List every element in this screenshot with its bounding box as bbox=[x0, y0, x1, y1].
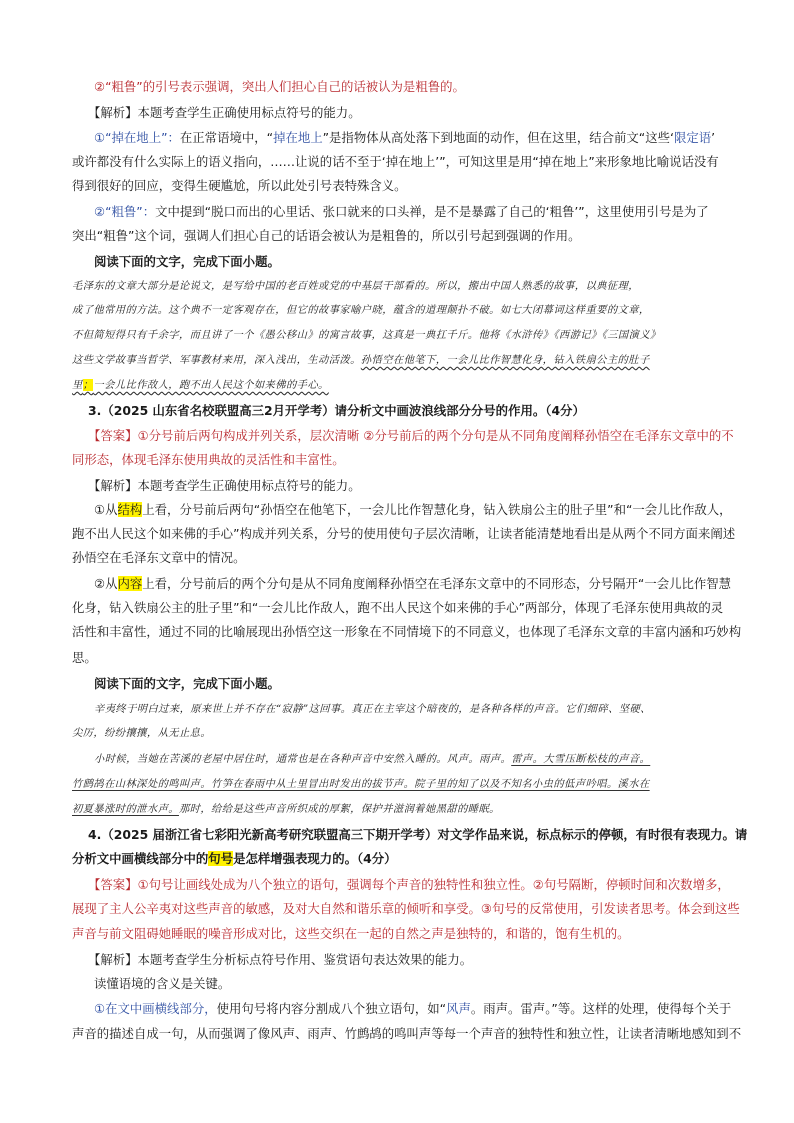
reading-heading-1: 阅读下面的文字，完成下面小题。 bbox=[94, 254, 280, 269]
passage-2-line-3: 小时候，当她在苦溪的老屋中居住时，通常也是在各种声音中安然入睡的。风声。雨声。雷声。大雪压断松枝的声音。 bbox=[94, 753, 651, 765]
answer-4-line-3: 声音与前文阻碍她睡眠的噪音形成对比，这些交织在一起的自然之声是独特的，和谐的，饱有生机的。 bbox=[72, 926, 630, 941]
analysis-3-point-2-line-2: 化身，钻入铁扇公主的肚子里”和“一会儿比作敌人，跑不出人民这个如来佛的手心”两部分，体现了毛泽东使用典故的灵 bbox=[72, 600, 724, 615]
highlight-structure: 结构 bbox=[117, 502, 143, 517]
analysis-point-1-line-1: ①“掉在地上”：在正常语境中，“掉在地上”是指物体从高处落下到地面的动作，但在这里，结合前文“这些‘限定语’ bbox=[94, 130, 716, 145]
answer-3-line-2: 同形态，体现毛泽东使用典故的灵活性和丰富性。 bbox=[72, 452, 345, 467]
question-3: 3.（2025 山东省名校联盟高三2月开学考）请分析文中画波浪线部分分号的作用。（4分） bbox=[88, 403, 585, 418]
answer-4-line-2: 展现了主人公辛夷对这些声音的敏感，及对大自然和谐乐章的倾听和享受。③句号的反常使用，引发读者思考。体会到这些 bbox=[72, 901, 740, 916]
passage-1-line-1: 毛泽东的文章大部分是论说文，是写给中国的老百姓或党的中基层干部看的。所以，搬出中国人熟悉的故事，以典征理， bbox=[72, 280, 639, 292]
analysis-point-2-line-2: 突出“粗鲁”这个词，强调人们担心自己的话语会被认为是粗鲁的，所以引号起到强调的作用。 bbox=[72, 228, 581, 243]
analysis-3-point-1-line-2: 跑不出人民这个如来佛的手心”构成并列关系，分号的使用使句子层次清晰，让读者能清楚地看出是从两个不同方面来阐述 bbox=[72, 526, 736, 541]
analysis-point-1-line-2: 或许都没有什么实际上的语义指向，……让说的话不至于‘掉在地上’”，可知这里是用“掉在地上”来形象地比喻说话没有 bbox=[72, 154, 719, 169]
reading-heading-2: 阅读下面的文字，完成下面小题。 bbox=[94, 676, 280, 691]
answer-point-2: ②“粗鲁”的引号表示强调，突出人们担心自己的话被认为是粗鲁的。 bbox=[94, 79, 465, 94]
analysis-point-2-label: ②“粗鲁”： bbox=[94, 204, 156, 219]
highlight-semicolon: ； bbox=[82, 379, 94, 391]
wavy-underline-part: 孙悟空在他笔下，一会儿比作智慧化身，钻入铁扇公主的肚子 bbox=[360, 354, 650, 366]
passage-2-line-5: 初夏暴涨时的泄水声。那时，给给是这些声音所织成的厚絮，保护并滋润着她黑甜的睡眠。 bbox=[72, 803, 500, 815]
answer-label: 【答案】 bbox=[88, 428, 138, 443]
underlined-part: 雷声。大雪压断松枝的声音。 bbox=[511, 753, 651, 765]
passage-1-line-4: 这些文学故事当哲学、军事教材来用，深入浅出，生动活泼。孙悟空在他笔下，一会儿比作智慧化身，钻入铁扇公主的肚子 bbox=[72, 354, 650, 366]
analysis-4-key: 读懂语境的含义是关键。 bbox=[94, 976, 231, 991]
analysis-4-point-1-line-1: ①在文中画横线部分，使用句号将内容分割成八个独立语句，如“风声。雨声。雷声。”等。这样的处理，使得每个关于 bbox=[94, 1001, 732, 1016]
question-4-line-2: 分析文中画横线部分中的句号是怎样增强表现力的。（4分） bbox=[72, 851, 397, 866]
analysis-point-1-label: ①“掉在地上”： bbox=[94, 130, 180, 145]
analysis-3-heading: 【解析】本题考查学生正确使用标点符号的能力。 bbox=[88, 478, 361, 493]
answer-label: 【答案】 bbox=[88, 877, 138, 892]
question-4-line-1: 4.（2025 届浙江省七彩阳光新高考研究联盟高三下期开学考）对文学作品来说，标点标示的停顿，有时很有表现力。请 bbox=[88, 827, 748, 842]
passage-1-line-2: 成了他常用的方法。这个典不一定客观存在，但它的故事家喻户晓，蕴含的道理颠扑不破。如七大闭幕词这样重要的文章， bbox=[72, 304, 650, 316]
analysis-4-point-1-line-2: 声音的描述自成一句，从而强调了像风声、雨声、竹鹧鸪的鸣叫声等每一个声音的独特性和独立性，让读者清晰地感知到不 bbox=[72, 1026, 742, 1041]
passage-2-line-1: 辛夷终于明白过来，原来世上并不存在“寂静”这回事。真正在主宰这个暗夜的，是各种各样的声音。它们细碎、坚硬、 bbox=[94, 703, 651, 715]
passage-2-line-4: 竹鹧鸪在山林深处的鸣叫声。竹笋在春雨中从土里冒出时发出的拔节声。院子里的知了以及不知名小虫的低声吟唱。溪水在 bbox=[72, 778, 650, 790]
answer-3-line-1: 【答案】①分号前后两句构成并列关系，层次清晰 ②分号前后的两个分句是从不同角度阐释孙悟空在毛泽东文章中的不 bbox=[88, 428, 734, 443]
passage-1-line-3: 不但简短得只有千余字，而且讲了一个《愚公移山》的寓言故事，这真是一典扛千斤。他将《水浒传》《西游记》《三国演义》 bbox=[72, 329, 661, 341]
analysis-4-heading: 【解析】本题考查学生分析标点符号作用、鉴赏语句表达效果的能力。 bbox=[88, 952, 473, 967]
analysis-3-point-1-line-3: 孙悟空在毛泽东文章中的情况。 bbox=[72, 550, 246, 565]
analysis-3-point-1-line-1: ①从结构上看，分号前后两句“孙悟空在他笔下，一会儿比作智慧化身，钻入铁扇公主的肚子里”和“一会儿比作敌人， bbox=[94, 502, 732, 517]
highlight-period: 句号 bbox=[208, 851, 234, 866]
passage-1-line-5: 里；一会儿比作敌人，跑不出人民这个如来佛的手心。 bbox=[72, 379, 329, 391]
analysis-heading: 【解析】本题考查学生正确使用标点符号的能力。 bbox=[88, 105, 361, 120]
analysis-3-point-2-line-4: 思。 bbox=[72, 650, 97, 665]
analysis-3-point-2-line-3: 活性和丰富性，通过不同的比喻展现出孙悟空这一形象在不同情境下的不同意义，也体现了毛泽东文章的丰富内涵和巧妙构 bbox=[72, 624, 742, 639]
highlight-content: 内容 bbox=[117, 576, 143, 591]
analysis-point-1-line-3: 得到很好的回应，变得生硬尴尬，所以此处引号表特殊含义。 bbox=[72, 178, 407, 193]
analysis-3-point-2-line-1: ②从内容上看，分号前后的两个分句是从不同角度阐释孙悟空在毛泽东文章中的不同形态，分号隔开“一会儿比作智慧 bbox=[94, 576, 732, 591]
passage-2-line-2: 尖厉，纷纷攘攘，从无止息。 bbox=[72, 727, 212, 739]
analysis-point-2-line-1: ②“粗鲁”：文中提到“脱口而出的心里话、张口就来的口头禅，是不是暴露了自己的‘粗鲁’”，这里使用引号是为了 bbox=[94, 204, 709, 219]
answer-4-line-1: 【答案】①句号让画线处成为八个独立的语句，强调每个声音的独特性和独立性。②句号隔断，停顿时间和次数增多， bbox=[88, 877, 730, 892]
